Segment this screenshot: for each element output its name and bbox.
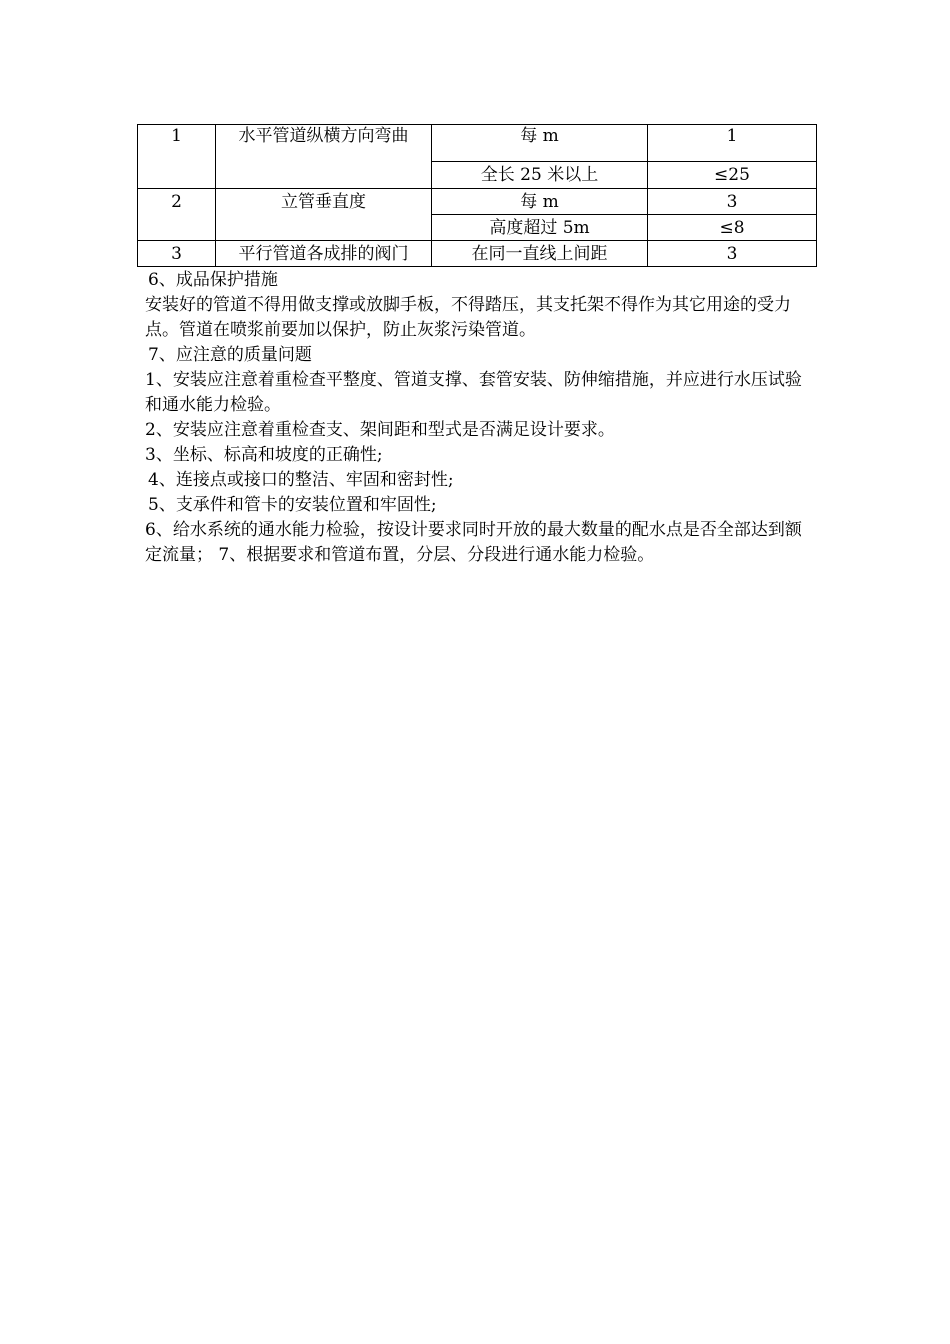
row-condition: 在同一直线上间距 — [432, 241, 648, 267]
list-item: 4、连接点或接口的整洁、牢固和密封性; — [148, 470, 454, 490]
list-item: 2、安装应注意着重检查支、架间距和型式是否满足设计要求。 — [145, 420, 615, 440]
tolerance-table — [137, 124, 817, 267]
row-condition: 全长 25 米以上 — [432, 162, 648, 189]
list-item: 1、安装应注意着重检查平整度、管道支撑、套管安装、防伸缩措施，并应进行水压试验和通水能力检验。 — [145, 370, 802, 415]
row-item: 平行管道各成排的阀门 — [216, 241, 432, 267]
row-condition: 高度超过 5m — [432, 215, 648, 241]
row-number: 2 — [138, 189, 216, 215]
row-number: 3 — [138, 241, 216, 267]
list-item: 3、坐标、标高和坡度的正确性; — [145, 445, 383, 465]
list-item: 5、支承件和管卡的安装位置和牢固性; — [148, 495, 437, 515]
paragraph: 安装好的管道不得用做支撑或放脚手板，不得踏压，其支托架不得作为其它用途的受力点。管道在喷浆前要加以保护，防止灰浆污染管道。 — [145, 295, 791, 340]
row-value: 1 — [648, 125, 817, 162]
row-value: ≤25 — [648, 162, 817, 189]
document-body — [145, 268, 813, 568]
section-heading: 6、成品保护措施 — [148, 270, 278, 290]
table-row — [138, 125, 817, 162]
empty-cell — [138, 215, 216, 241]
empty-cell — [216, 215, 432, 241]
row-value: ≤8 — [648, 215, 817, 241]
table-row — [138, 189, 817, 215]
row-value: 3 — [648, 189, 817, 215]
row-condition: 每 m — [432, 125, 648, 162]
row-value: 3 — [648, 241, 817, 267]
table-row — [138, 241, 817, 267]
table-row — [138, 215, 817, 241]
row-item: 水平管道纵横方向弯曲 — [216, 125, 432, 189]
row-number: 1 — [138, 125, 216, 189]
section-heading: 7、应注意的质量问题 — [148, 345, 312, 365]
row-condition: 每 m — [432, 189, 648, 215]
list-item: 6、给水系统的通水能力检验，按设计要求同时开放的最大数量的配水点是否全部达到额定流量； 7、根据要求和管道布置，分层、分段进行通水能力检验。 — [145, 520, 802, 565]
row-item: 立管垂直度 — [216, 189, 432, 215]
